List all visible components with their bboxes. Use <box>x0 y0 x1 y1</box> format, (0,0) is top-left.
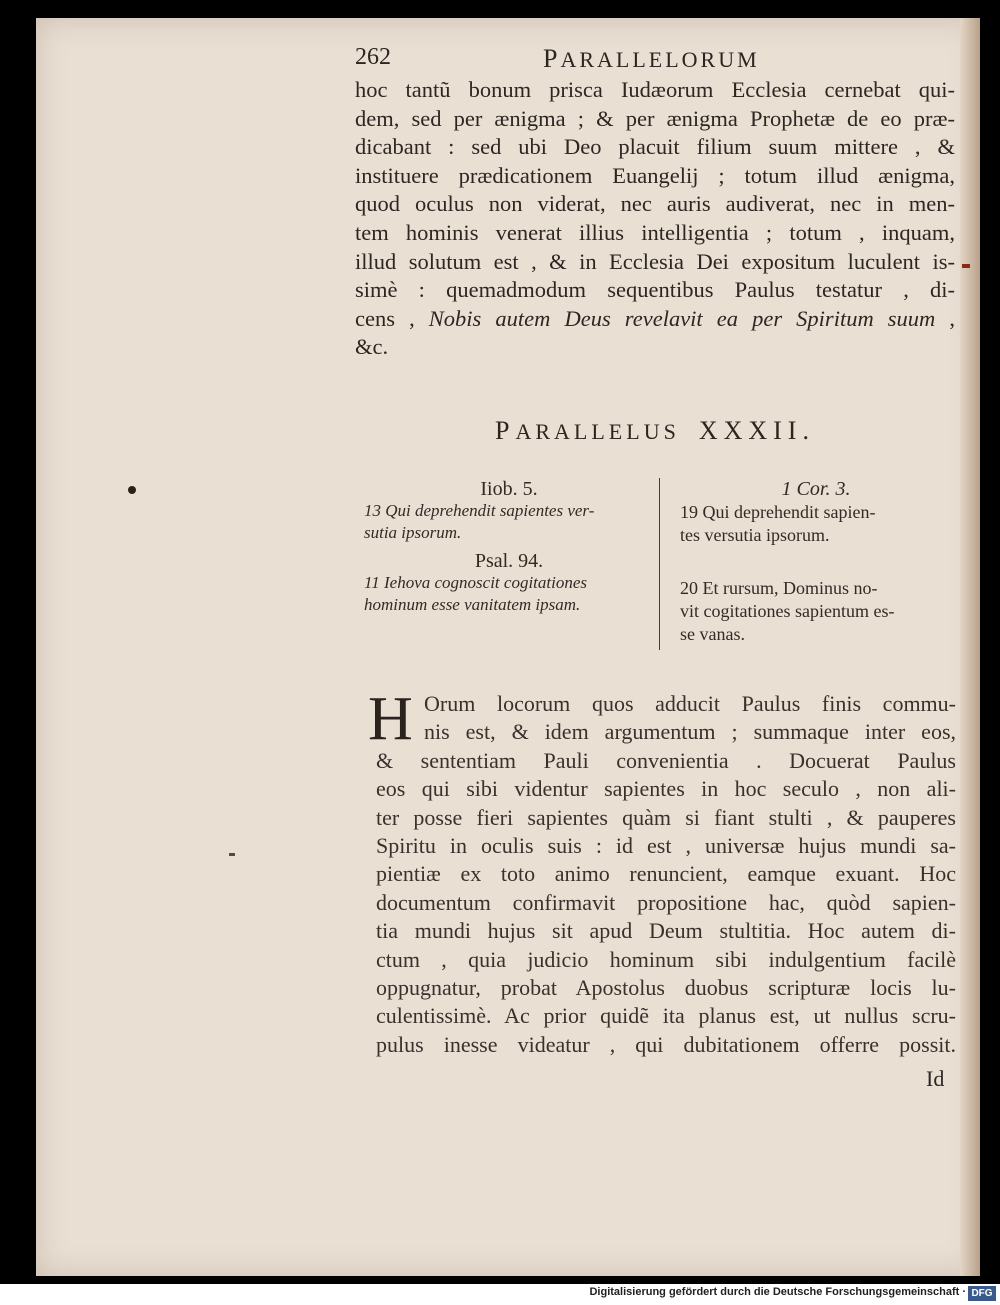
verse-text: 13 Qui deprehendit sapientes ver- sutia ipsorum. <box>364 501 595 542</box>
text-line: ter posse fieri sapientes quàm si fiant stulti , & pauperes <box>376 804 956 830</box>
text-line-quote: cens , Nobis autem Deus revelavit ea per Spiritum suum , <box>355 305 956 331</box>
section-heading: PARALLELUS XXXII. <box>495 416 815 445</box>
right-column-new-testament <box>680 478 952 652</box>
running-header <box>355 44 855 80</box>
ink-dash-mark <box>229 853 235 856</box>
margin-ink-mark <box>962 264 970 268</box>
text-line: Spiritu in oculis suis : id est , universæ hujus mundi sa- <box>376 833 956 859</box>
text-line: pulus inesse videatur , qui dubitationem offerre possit. <box>376 1031 956 1057</box>
text-line: documentum confirmavit propositione hac, quòd sapien- <box>376 889 956 915</box>
text-line: Orum locorum quos adducit Paulus finis commu- <box>424 691 956 716</box>
text-line: & sententiam Pauli convenientia . Docuerat Paulus <box>376 747 956 773</box>
commentary-paragraph <box>376 690 956 1059</box>
verse-text: 11 Iehova cognoscit cogitationes hominum esse vanitatem ipsam. <box>364 573 587 614</box>
text-line: &c. <box>355 334 389 360</box>
text-line: dicabant : sed ubi Deo placuit filium suum mittere , & <box>355 134 955 160</box>
text-line: eos qui sibi videntur sapientes in hoc seculo , non ali- <box>376 776 956 802</box>
running-title: PARALLELORUM <box>543 44 760 73</box>
text-line: nis est, & idem argumentum ; summaque inter eos, <box>424 719 956 745</box>
text-line: instituere prædicationem Euangelij ; totum illud ænigma, <box>355 162 955 188</box>
digitization-footer <box>0 1284 1000 1305</box>
section-numeral: XXXII. <box>698 416 815 445</box>
scripture-quote: Nobis autem Deus revelavit ea per Spiritum suum <box>428 305 936 331</box>
text-line: quod oculus non viderat, nec auris audiverat, nec in men- <box>355 191 955 217</box>
text-line: oppugnatur, probat Apostolus duobus scripturæ locis lu- <box>376 975 956 1001</box>
text-line: illud solutum est , & in Ecclesia Dei expositum luculent is- <box>355 248 955 274</box>
text-line: ctum , quia judicio hominum sibi indulgentium facilè <box>376 946 956 972</box>
dfg-logo-icon: DFG <box>968 1286 996 1301</box>
citation-reference: 1 Cor. 3. <box>781 478 851 500</box>
text-line: tem hominis venerat illius intelligentia ; totum , inquam, <box>355 219 955 245</box>
verse-text: 20 Et rursum, Dominus no- vit cogitationes sapientum es- se vanas. <box>680 578 895 644</box>
citation-reference: Psal. 94. <box>474 550 544 572</box>
continuation-paragraph <box>355 76 955 362</box>
citation-reference: Iiob. 5. <box>480 478 538 500</box>
text-line: culentissimè. Ac prior quidẽ ita planus est, ut nullus scru- <box>376 1003 956 1029</box>
text-line: pientiæ ex toto animo renuncient, eamque exuant. Hoc <box>376 861 956 887</box>
text-line: dem, sed per ænigma ; & per ænigma Prophetæ de eo præ- <box>355 105 955 131</box>
column-divider <box>659 478 660 650</box>
ink-spot-mark <box>128 486 136 494</box>
funding-credit: Digitalisierung gefördert durch die Deutsche Forschungsgemeinschaft · <box>589 1286 966 1298</box>
text-line: tia mundi hujus sit apud Deum stultitia. Hoc autem di- <box>376 918 956 944</box>
text-line: simè : quemadmodum sequentibus Paulus testatur , di- <box>355 277 955 303</box>
drop-cap: H <box>368 685 413 753</box>
catchword: Id <box>926 1066 945 1091</box>
page-right-edge <box>960 18 980 1276</box>
verse-text: 19 Qui deprehendit sapien- tes versutia ipsorum. <box>680 502 876 545</box>
text-line: hoc tantũ bonum prisca Iudæorum Ecclesia cernebat qui- <box>355 77 955 102</box>
page-number: 262 <box>355 44 391 70</box>
left-column-old-testament <box>364 478 654 622</box>
